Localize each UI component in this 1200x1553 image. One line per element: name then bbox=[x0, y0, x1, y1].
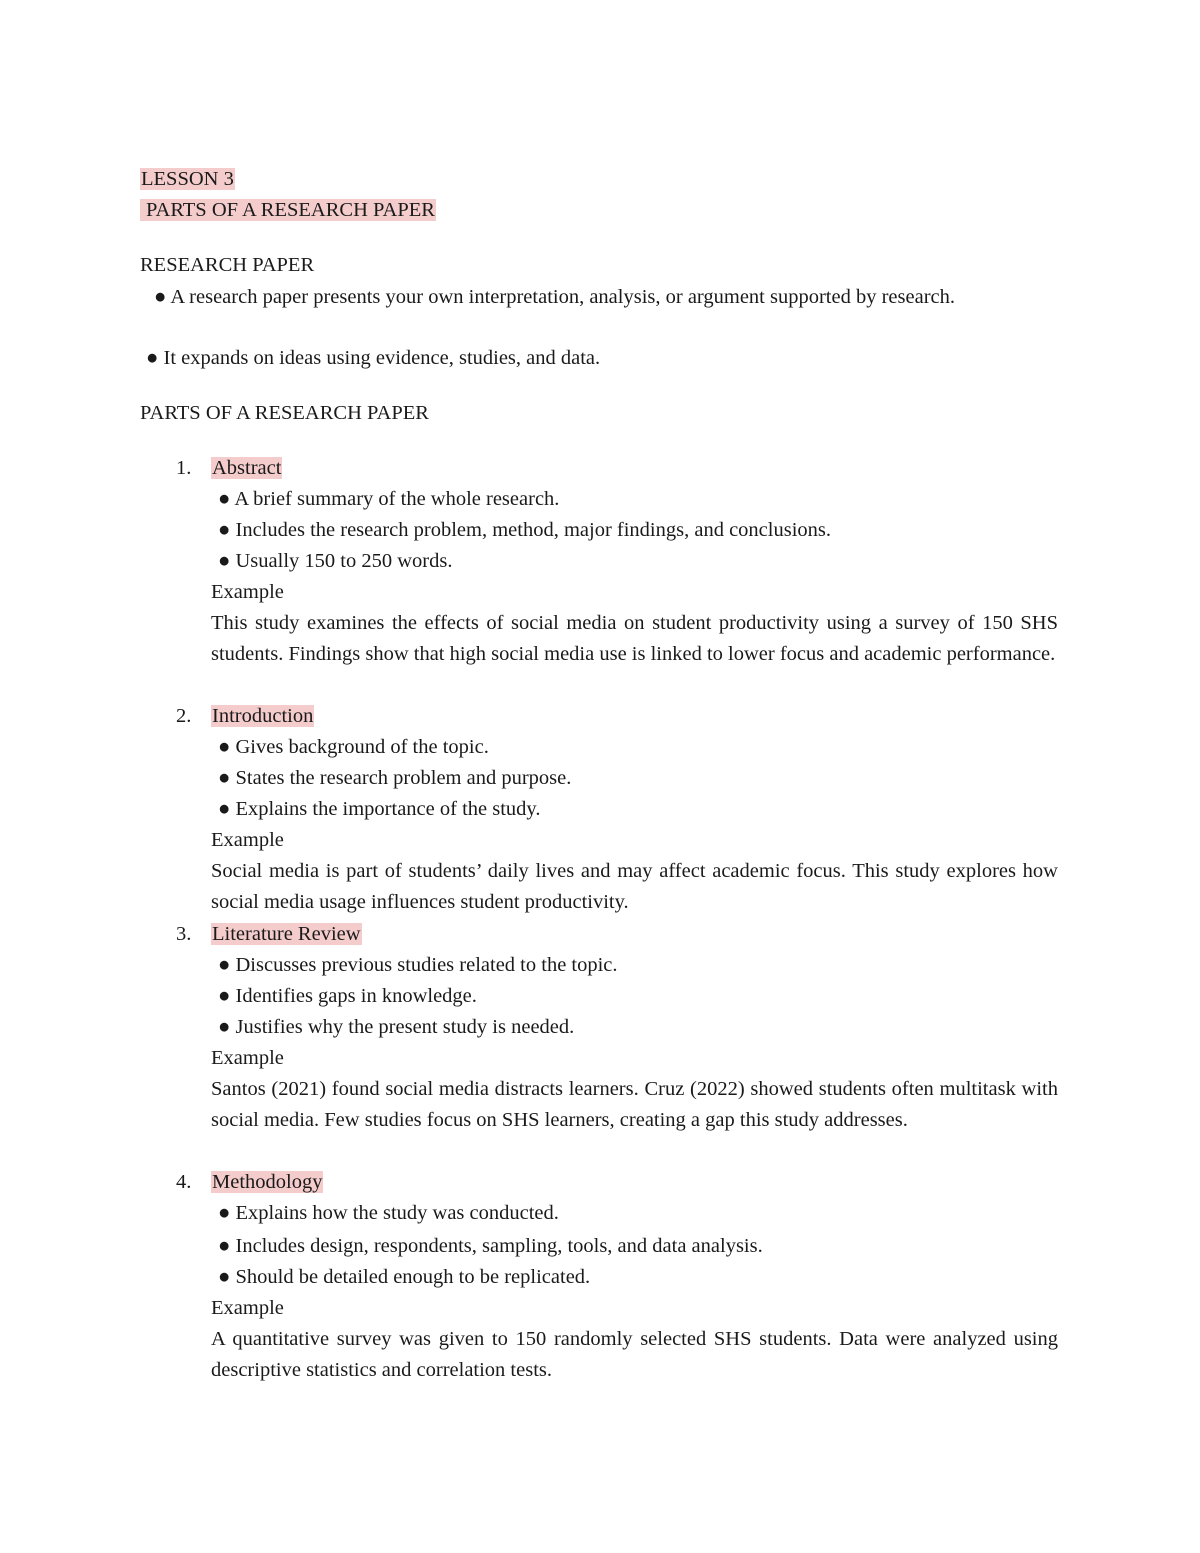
item-1-example-label: Example bbox=[211, 581, 284, 603]
research-paper-bullet-2: ● It expands on ideas using evidence, studies, and data. bbox=[146, 347, 601, 369]
item-2-bullet-1: ● Gives background of the topic. bbox=[218, 736, 489, 758]
item-3-title: Literature Review bbox=[212, 923, 361, 945]
item-4-bullet-1: ● Explains how the study was conducted. bbox=[218, 1202, 559, 1224]
item-1-bullet-3: ● Usually 150 to 250 words. bbox=[218, 550, 453, 572]
item-3-bullet-1: ● Discusses previous studies related to the topic. bbox=[218, 954, 618, 976]
item-3-example-text: Santos (2021) found social media distracts learners. Cruz (2022) showed students often multitask with social media. Few studies focus on SHS learners, creating a gap this study addresses. bbox=[211, 1078, 1058, 1131]
item-2-example-label: Example bbox=[211, 829, 284, 851]
item-2-bullet-3: ● Explains the importance of the study. bbox=[218, 798, 541, 820]
lesson-title: PARTS OF A RESEARCH PAPER bbox=[140, 197, 436, 223]
item-2-example-text: Social media is part of students’ daily lives and may affect academic focus. This study explores how social media usage influences student productivity. bbox=[211, 860, 1058, 913]
item-1-number: 1. bbox=[176, 457, 192, 479]
item-4-bullet-3: ● Should be detailed enough to be replicated. bbox=[218, 1266, 591, 1288]
research-paper-bullet-1: ● A research paper presents your own interpretation, analysis, or argument supported by research. bbox=[154, 286, 956, 308]
research-paper-heading: RESEARCH PAPER bbox=[140, 254, 315, 276]
item-1-title: Abstract bbox=[212, 457, 282, 479]
item-4-example-label: Example bbox=[211, 1297, 284, 1319]
item-2-bullet-2: ● States the research problem and purpose. bbox=[218, 767, 572, 789]
item-4-title: Methodology bbox=[212, 1171, 323, 1193]
item-3-example-label: Example bbox=[211, 1047, 284, 1069]
lesson-label: LESSON 3 bbox=[141, 168, 234, 190]
item-3-bullet-3: ● Justifies why the present study is needed. bbox=[218, 1016, 575, 1038]
item-4-example-text: A quantitative survey was given to 150 randomly selected SHS students. Data were analyzed using descriptive statistics and correlation tests. bbox=[211, 1328, 1058, 1381]
item-4-number: 4. bbox=[176, 1171, 192, 1193]
item-1-bullet-2: ● Includes the research problem, method, major findings, and conclusions. bbox=[218, 519, 831, 541]
item-3-number: 3. bbox=[176, 923, 192, 945]
item-1-bullet-1: ● A brief summary of the whole research. bbox=[218, 488, 560, 510]
item-2-number: 2. bbox=[176, 705, 192, 727]
item-2-title: Introduction bbox=[212, 705, 314, 727]
item-3-bullet-2: ● Identifies gaps in knowledge. bbox=[218, 985, 477, 1007]
item-4-bullet-2: ● Includes design, respondents, sampling, tools, and data analysis. bbox=[218, 1235, 763, 1257]
item-1-example-text: This study examines the effects of social media on student productivity using a survey of 150 SHS students. Findings show that high social media use is linked to lower focus and academic performance. bbox=[211, 612, 1058, 665]
parts-heading: PARTS OF A RESEARCH PAPER bbox=[140, 402, 429, 424]
